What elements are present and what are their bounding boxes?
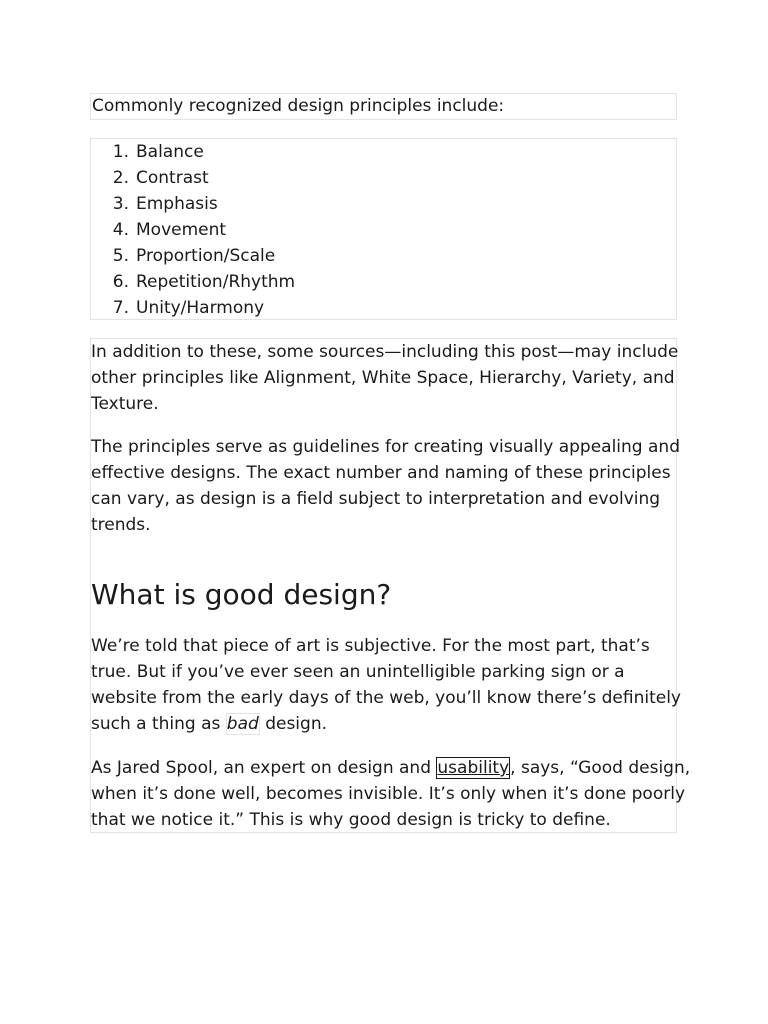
section-heading: What is good design?: [91, 578, 392, 611]
principle-item: [91, 295, 676, 321]
text-line: The principles serve as guidelines for creating visually appealing and: [91, 437, 680, 457]
text-line: In addition to these, some sources—including this post—may include: [91, 342, 679, 362]
principle-item: [91, 191, 676, 217]
principles-list: [90, 138, 677, 320]
text-line: true. But if you’ve ever seen an unintelligible parking sign or a: [91, 662, 625, 682]
text-fragment: design.: [259, 714, 327, 734]
principle-label: Proportion/Scale: [136, 246, 276, 266]
text-line: Texture.: [91, 394, 159, 414]
principle-item: [91, 217, 676, 243]
text-line: [91, 755, 691, 781]
text-line: website from the early days of the web, you’ll know there’s definitely: [91, 688, 681, 708]
paragraph-subjective: [91, 633, 681, 737]
principle-label: Unity/Harmony: [136, 298, 265, 318]
principle-number: 3.: [112, 194, 129, 214]
principle-label: Contrast: [136, 168, 209, 188]
text-fragment: , says, “Good design,: [510, 758, 691, 778]
principle-number: 7.: [112, 298, 129, 318]
text-line: when it’s done well, becomes invisible. It’s only when it’s done poorly: [91, 784, 686, 804]
principle-item: [91, 269, 676, 295]
principle-number: 1.: [112, 142, 129, 162]
paragraph-guidelines: [91, 434, 681, 538]
principles-ordered-list: [91, 139, 676, 321]
article-content: [90, 338, 691, 833]
text-line: other principles like Alignment, White Space, Hierarchy, Variety, and: [91, 368, 675, 388]
principle-label: Movement: [136, 220, 227, 240]
principle-number: 6.: [112, 272, 129, 292]
text-fragment: As Jared Spool, an expert on design and: [91, 758, 437, 778]
emphasis-bad: bad: [226, 714, 259, 734]
principle-label: Balance: [136, 142, 204, 162]
paragraph-jared-spool-quote: [91, 755, 691, 833]
text-line: effective designs. The exact number and naming of these principles: [91, 463, 671, 483]
text-line: can vary, as design is a field subject to interpretation and evolving: [91, 489, 661, 509]
text-line: that we notice it.” This is why good design is tricky to define.: [91, 810, 611, 830]
paragraph-additional-principles: [91, 339, 681, 417]
text-line: We’re told that piece of art is subjective. For the most part, that’s: [91, 636, 650, 656]
principle-item: [91, 243, 676, 269]
principle-label: Emphasis: [136, 194, 218, 214]
principle-number: 2.: [112, 168, 129, 188]
principle-item: [91, 165, 676, 191]
principle-label: Repetition/Rhythm: [136, 272, 296, 292]
text-line: trends.: [91, 515, 151, 535]
principle-number: 5.: [112, 246, 129, 266]
text-fragment: such a thing as: [91, 714, 226, 734]
principle-number: 4.: [112, 220, 129, 240]
usability-link[interactable]: usability: [437, 758, 510, 778]
principle-item: [91, 139, 676, 165]
intro-paragraph: Commonly recognized design principles include:: [90, 93, 677, 120]
text-line: [91, 711, 681, 737]
